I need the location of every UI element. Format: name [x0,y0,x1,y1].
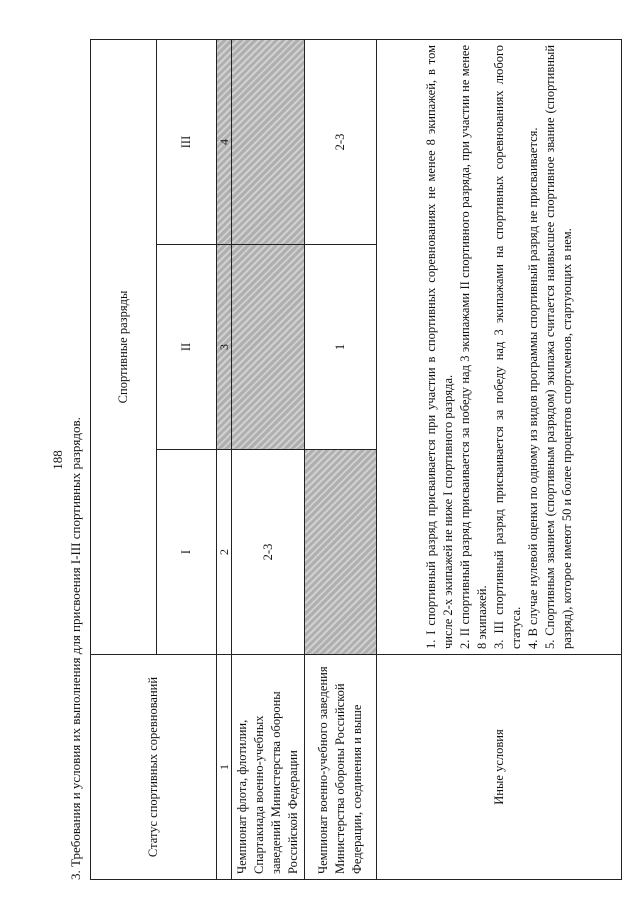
condition-item-3: 3. III спортивный разряд присваивается за победу над 3 экипажами на спортивных соревнованиях любого статуса. [491,44,523,649]
header-ranks-group: Спортивные разряды [91,39,157,654]
ranks-table [90,39,622,880]
col-number-4: 4 [217,39,232,244]
table-row [305,39,377,879]
page-number: 188 [50,450,65,470]
condition-item-5: 5. Спортивным званием (спортивным разрядом) экипажа считается наивысшее спортивное звание (спортивный разряд), которое имеют 50 и более процентов спортсменов, стартующих в нем. [542,44,574,649]
condition-item-2: 2. II спортивный разряд присваивается за победу над 3 экипажами II спортивного разряда, при участии не менее 8 экипажей. [457,44,489,649]
other-conditions-list [377,39,622,654]
row-1-rank-3 [232,39,305,244]
row-1-status: Чемпионат флота, флотилии, Спартакиада военно-учебных заведений Министерства обороны Российской Федерации [232,655,305,880]
other-conditions-label: Иные условия [377,655,622,880]
col-number-1: 1 [217,655,232,880]
header-status: Статус спортивных соревнований [91,655,217,880]
row-2-rank-1 [305,450,377,655]
row-2-rank-3: 2-3 [305,39,377,244]
table-row [232,39,305,879]
table-row [377,39,622,879]
row-1-rank-2 [232,245,305,450]
header-rank-3: III [157,39,217,244]
condition-item-4: 4. В случае нулевой оценки по одному из видов программы спортивный разряд не присваивается. [525,127,540,649]
condition-item-1: 1. I спортивный разряд присваивается при участии в спортивных соревнованиях не менее 8 экипажей, в том числе 2-х экипажей не ниже I спортивного разряда. [423,44,455,649]
rotated-content [50,40,610,880]
col-number-2: 2 [217,450,232,655]
header-rank-1: I [157,450,217,655]
col-number-3: 3 [217,245,232,450]
row-2-rank-2: 1 [305,245,377,450]
table-caption: 3. Требования и условия их выполнения для присвоения I-III спортивных разрядов. [68,417,83,880]
row-2-status: Чемпионат военно-учебного заведения Министерства обороны Российской Федерации, соединения и выше [305,655,377,880]
row-1-rank-1: 2-3 [232,450,305,655]
header-rank-2: II [157,245,217,450]
